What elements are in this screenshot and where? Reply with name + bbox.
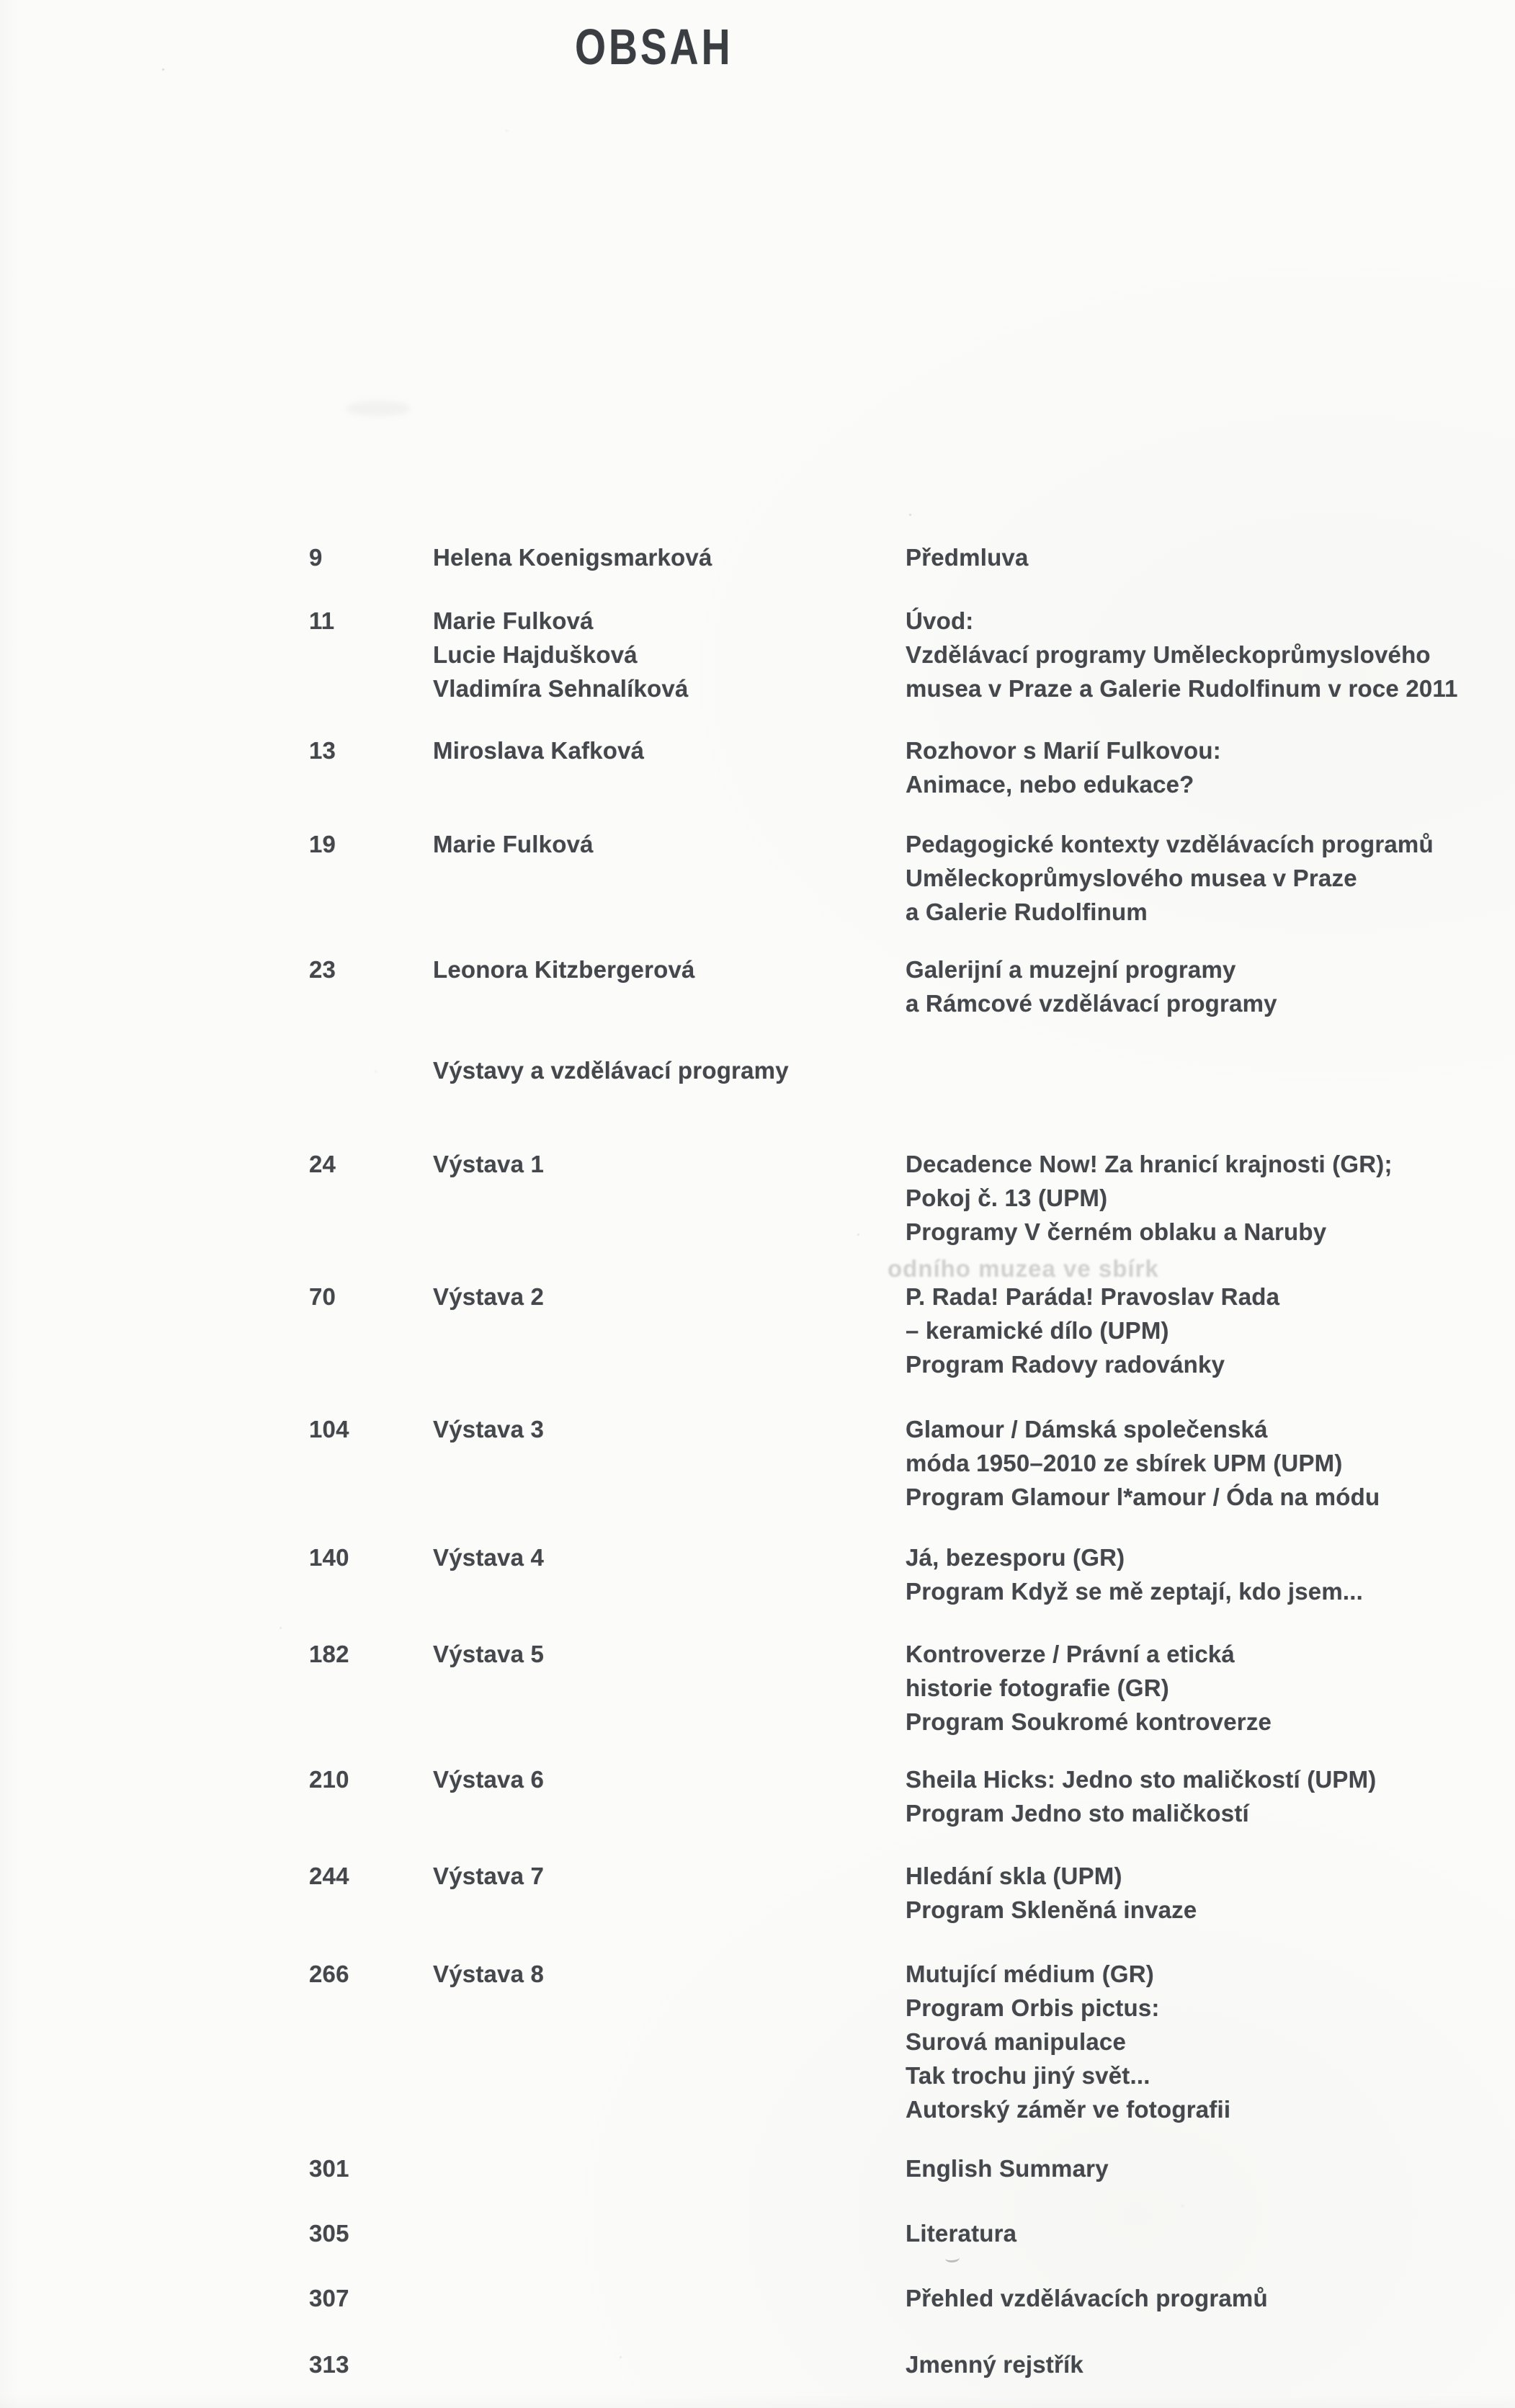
toc-authors bbox=[433, 1280, 544, 1314]
toc-page-number: 301 bbox=[309, 2155, 349, 2182]
toc-title-line: Přehled vzdělávacích programů bbox=[906, 2285, 1268, 2311]
toc-title-line: Autorský záměr ve fotografii bbox=[906, 2096, 1231, 2123]
toc-authors bbox=[433, 1540, 544, 1574]
section-heading: Výstavy a vzdělávací programy bbox=[433, 1057, 789, 1084]
toc-title-line: Programy V černém oblaku a Naruby bbox=[906, 1218, 1327, 1245]
toc-title-line: Program Glamour l*amour / Óda na módu bbox=[906, 1484, 1380, 1510]
toc-authors bbox=[433, 827, 594, 861]
toc-title-line: Decadence Now! Za hranicí krajnosti (GR); bbox=[906, 1151, 1393, 1177]
toc-title-line: Tak trochu jiný svět... bbox=[906, 2062, 1150, 2089]
toc-title-line: Já, bezesporu (GR) bbox=[906, 1544, 1125, 1571]
toc-title-line: Program Jedno sto maličkostí bbox=[906, 1800, 1249, 1827]
toc-author-line: Vladimíra Sehnalíková bbox=[433, 675, 689, 702]
toc-titles bbox=[906, 540, 1029, 574]
page-title: OBSAH bbox=[575, 19, 733, 75]
toc-titles bbox=[906, 2281, 1268, 2315]
toc-titles bbox=[906, 733, 1221, 801]
toc-author-line: Marie Fulková bbox=[433, 607, 594, 634]
toc-title-line: Literatura bbox=[906, 2220, 1017, 2247]
toc-title-line: Uměleckoprůmyslového musea v Praze bbox=[906, 865, 1357, 891]
toc-titles bbox=[906, 827, 1434, 929]
toc-authors bbox=[433, 953, 695, 986]
toc-titles bbox=[906, 1637, 1272, 1739]
toc-titles bbox=[906, 1280, 1279, 1381]
toc-title-line: musea v Praze a Galerie Rudolfinum v roce 2011 bbox=[906, 675, 1458, 702]
toc-title-line: Program Skleněná invaze bbox=[906, 1896, 1197, 1923]
toc-page-number: 182 bbox=[309, 1641, 349, 1667]
section-heading-row bbox=[433, 1053, 789, 1087]
toc-authors bbox=[433, 1147, 544, 1181]
toc-page-number: 23 bbox=[309, 956, 336, 983]
toc-author-line: Helena Koenigsmarková bbox=[433, 544, 712, 571]
toc-author-line: Lucie Hajdušková bbox=[433, 641, 638, 668]
toc-page-number: 11 bbox=[309, 607, 335, 634]
toc-page-number: 307 bbox=[309, 2285, 349, 2311]
toc-title-line: Předmluva bbox=[906, 544, 1029, 571]
ghost-bleedthrough-text: odního muzea ve sbírk bbox=[888, 1255, 1159, 1282]
toc-author-line: Miroslava Kafková bbox=[433, 737, 645, 764]
toc-title-line: a Galerie Rudolfinum bbox=[906, 898, 1148, 925]
toc-page-number: 24 bbox=[309, 1151, 336, 1177]
toc-title-line: Program Když se mě zeptají, kdo jsem... bbox=[906, 1578, 1364, 1605]
toc-title-line: Animace, nebo edukace? bbox=[906, 771, 1194, 798]
toc-author-line: Výstava 1 bbox=[433, 1151, 545, 1177]
toc-title-line: English Summary bbox=[906, 2155, 1109, 2182]
toc-page-number: 19 bbox=[309, 831, 336, 857]
toc-titles bbox=[906, 1957, 1230, 2126]
toc-author-line: Výstava 3 bbox=[433, 1416, 545, 1442]
toc-title-line: Program Orbis pictus: bbox=[906, 1994, 1160, 2021]
toc-page-number: 9 bbox=[309, 544, 323, 571]
toc-title-line: Úvod: bbox=[906, 607, 974, 634]
toc-author-line: Výstava 7 bbox=[433, 1863, 545, 1889]
toc-author-line: Výstava 8 bbox=[433, 1961, 545, 1987]
toc-authors bbox=[433, 1412, 544, 1446]
toc-authors bbox=[433, 540, 712, 574]
toc-author-line: Výstava 2 bbox=[433, 1283, 545, 1310]
toc-title-line: Hledání skla (UPM) bbox=[906, 1863, 1122, 1889]
toc-title-line: Pedagogické kontexty vzdělávacích programů bbox=[906, 831, 1434, 857]
toc-page-number: 266 bbox=[309, 1961, 349, 1987]
toc-title-line: Surová manipulace bbox=[906, 2028, 1127, 2055]
toc-author-line: Marie Fulková bbox=[433, 831, 594, 857]
toc-title-line: Kontroverze / Právní a etická bbox=[906, 1641, 1235, 1667]
toc-page-number: 104 bbox=[309, 1416, 349, 1442]
toc-author-line: Leonora Kitzbergerová bbox=[433, 956, 695, 983]
toc-page-number: 244 bbox=[309, 1863, 349, 1889]
toc-page-number: 140 bbox=[309, 1544, 349, 1571]
toc-title-line: Rozhovor s Marií Fulkovou: bbox=[906, 737, 1221, 764]
toc-title-line: P. Rada! Paráda! Pravoslav Rada bbox=[906, 1283, 1280, 1310]
toc-page-number: 210 bbox=[309, 1766, 349, 1793]
toc-authors bbox=[433, 604, 689, 705]
toc-title-line: Galerijní a muzejní programy bbox=[906, 956, 1236, 983]
toc-title-line: Pokoj č. 13 (UPM) bbox=[906, 1185, 1108, 1211]
toc-authors bbox=[433, 1859, 544, 1893]
toc-titles bbox=[906, 1762, 1377, 1830]
toc-author-line: Výstava 6 bbox=[433, 1766, 545, 1793]
toc-author-line: Výstava 5 bbox=[433, 1641, 545, 1667]
toc-page-number: 13 bbox=[309, 737, 336, 764]
toc-authors bbox=[433, 733, 644, 767]
toc-page-number: 70 bbox=[309, 1283, 336, 1310]
toc-page-number: 305 bbox=[309, 2220, 349, 2247]
toc-page-number: 313 bbox=[309, 2351, 349, 2378]
toc-title-line: a Rámcové vzdělávací programy bbox=[906, 990, 1277, 1017]
toc-title-line: – keramické dílo (UPM) bbox=[906, 1317, 1169, 1344]
toc-title-line: móda 1950–2010 ze sbírek UPM (UPM) bbox=[906, 1450, 1343, 1476]
toc-titles bbox=[906, 604, 1458, 705]
toc-titles bbox=[906, 1859, 1197, 1927]
toc-titles bbox=[906, 1540, 1363, 1608]
toc-authors bbox=[433, 1762, 544, 1796]
toc-title-line: Vzdělávací programy Uměleckoprůmyslového bbox=[906, 641, 1431, 668]
toc-authors bbox=[433, 1957, 544, 1991]
toc-title-line: Mutující médium (GR) bbox=[906, 1961, 1154, 1987]
toc-titles bbox=[906, 2151, 1109, 2185]
toc-titles bbox=[906, 1147, 1393, 1249]
scan-smudge bbox=[346, 401, 411, 416]
toc-title-line: Program Soukromé kontroverze bbox=[906, 1708, 1272, 1735]
toc-title-line: Jmenný rejstřík bbox=[906, 2351, 1083, 2378]
toc-titles bbox=[906, 2347, 1083, 2381]
toc-title-line: Program Radovy radovánky bbox=[906, 1351, 1225, 1378]
toc-title-line: historie fotografie (GR) bbox=[906, 1675, 1169, 1701]
toc-titles bbox=[906, 1412, 1380, 1514]
toc-authors bbox=[433, 1637, 544, 1671]
toc-title-line: Sheila Hicks: Jedno sto maličkostí (UPM) bbox=[906, 1766, 1377, 1793]
toc-titles bbox=[906, 953, 1277, 1020]
toc-titles bbox=[906, 2216, 1016, 2250]
toc-author-line: Výstava 4 bbox=[433, 1544, 545, 1571]
toc-title-line: Glamour / Dámská společenská bbox=[906, 1416, 1268, 1442]
scan-specks bbox=[0, 0, 2, 2]
